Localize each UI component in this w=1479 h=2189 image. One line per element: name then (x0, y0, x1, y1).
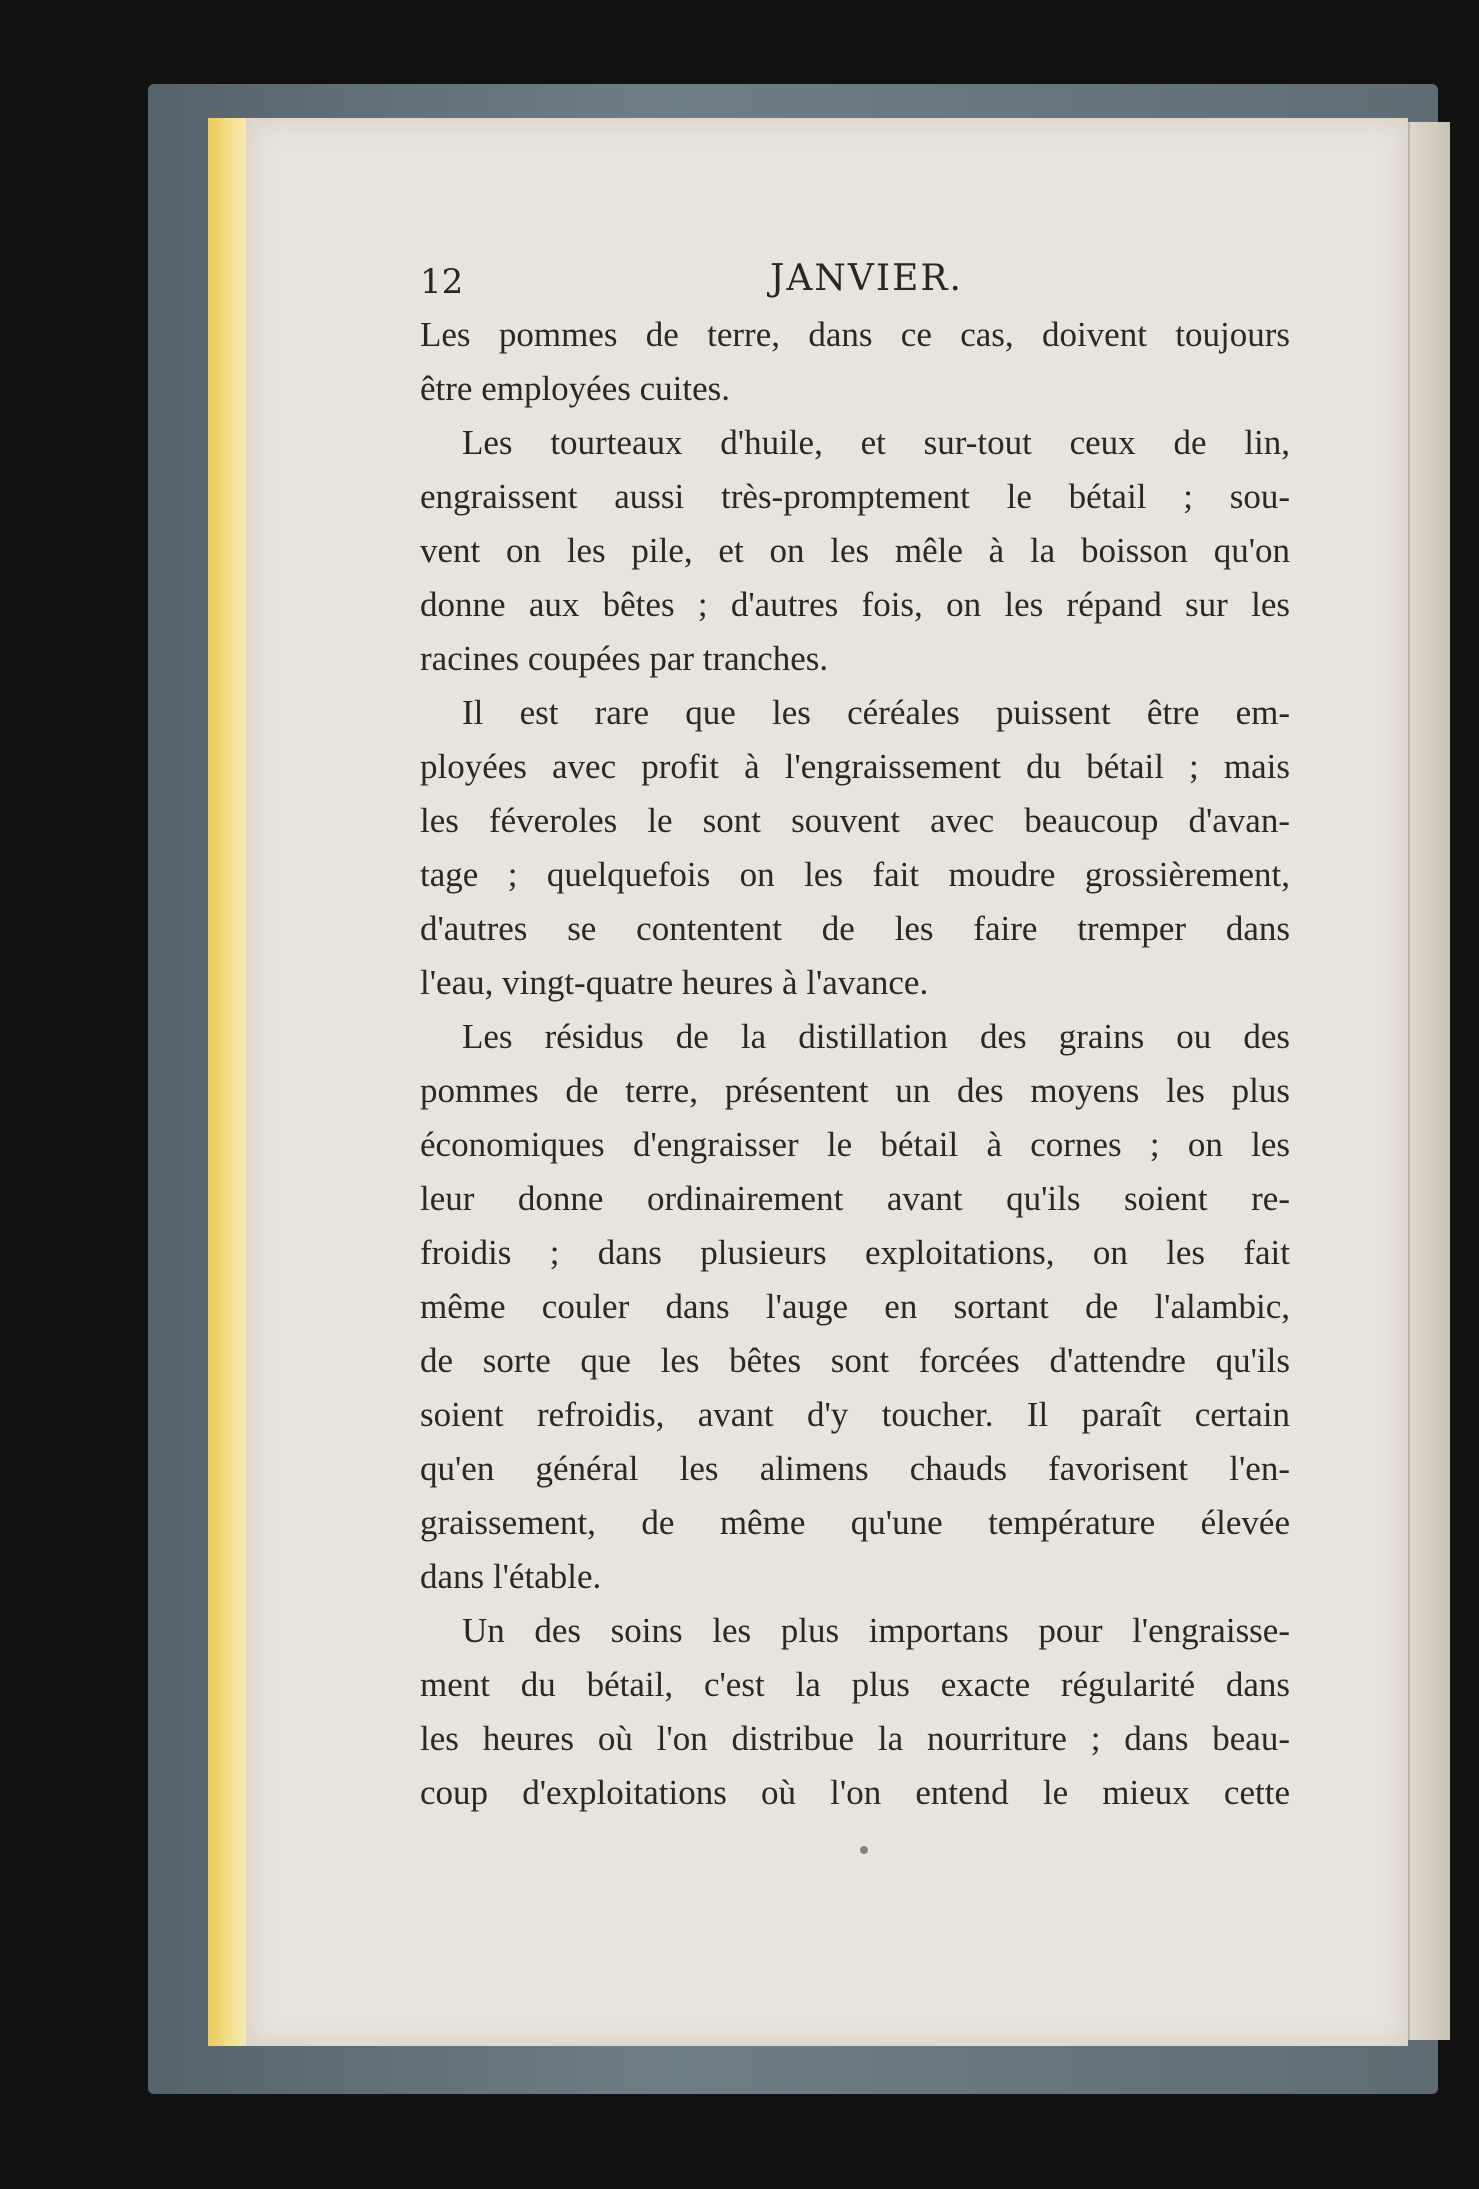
text-line: ployées avec profit à l'engraissement du bétail ; mais (420, 747, 1290, 786)
page-header (420, 258, 1300, 308)
text-line: économiques d'engraisser le bétail à cornes ; on les (420, 1125, 1290, 1164)
text-line: pommes de terre, présentent un des moyens les plus (420, 1071, 1290, 1110)
text-line: ment du bétail, c'est la plus exacte régularité dans (420, 1665, 1290, 1704)
text-line: d'autres se contentent de les faire tremper dans (420, 909, 1290, 948)
body-text (420, 308, 1290, 1820)
text-line: soient refroidis, avant d'y toucher. Il paraît certain (420, 1395, 1290, 1434)
text-line: les heures où l'on distribue la nourriture ; dans beau- (420, 1719, 1290, 1758)
text-line: vent on les pile, et on les mêle à la boisson qu'on (420, 531, 1290, 570)
text-line: froidis ; dans plusieurs exploitations, on les fait (420, 1233, 1290, 1272)
running-head: JANVIER. (770, 258, 963, 299)
printer-mark-dot (860, 1846, 868, 1854)
text-line: être employées cuites. (420, 369, 731, 408)
text-line: tage ; quelquefois on les fait moudre grossièrement, (420, 855, 1290, 894)
text-line: coup d'exploitations où l'on entend le mieux cette (420, 1773, 1290, 1812)
text-line: qu'en général les alimens chauds favorisent l'en- (420, 1449, 1290, 1488)
text-line: Les résidus de la distillation des grains ou des (462, 1017, 1290, 1056)
text-line: dans l'étable. (420, 1557, 602, 1596)
text-line: de sorte que les bêtes sont forcées d'attendre qu'ils (420, 1341, 1290, 1380)
page-number: 12 (420, 262, 464, 302)
text-line: Il est rare que les céréales puissent être em- (462, 693, 1290, 732)
text-line: racines coupées par tranches. (420, 639, 829, 678)
text-line: engraissent aussi très-promptement le bétail ; sou- (420, 477, 1290, 516)
facing-page-edge (1408, 122, 1450, 2040)
text-line: Les pommes de terre, dans ce cas, doivent toujours (420, 315, 1290, 354)
text-line: Un des soins les plus importans pour l'engraisse- (462, 1611, 1290, 1650)
text-line: même couler dans l'auge en sortant de l'alambic, (420, 1287, 1290, 1326)
text-line: donne aux bêtes ; d'autres fois, on les répand sur les (420, 585, 1290, 624)
text-line: l'eau, vingt-quatre heures à l'avance. (420, 963, 929, 1002)
text-line: Les tourteaux d'huile, et sur-tout ceux de lin, (462, 423, 1290, 462)
text-line: leur donne ordinairement avant qu'ils soient re- (420, 1179, 1290, 1218)
text-line: graissement, de même qu'une température élevée (420, 1503, 1290, 1542)
text-line: les féveroles le sont souvent avec beaucoup d'avan- (420, 801, 1290, 840)
